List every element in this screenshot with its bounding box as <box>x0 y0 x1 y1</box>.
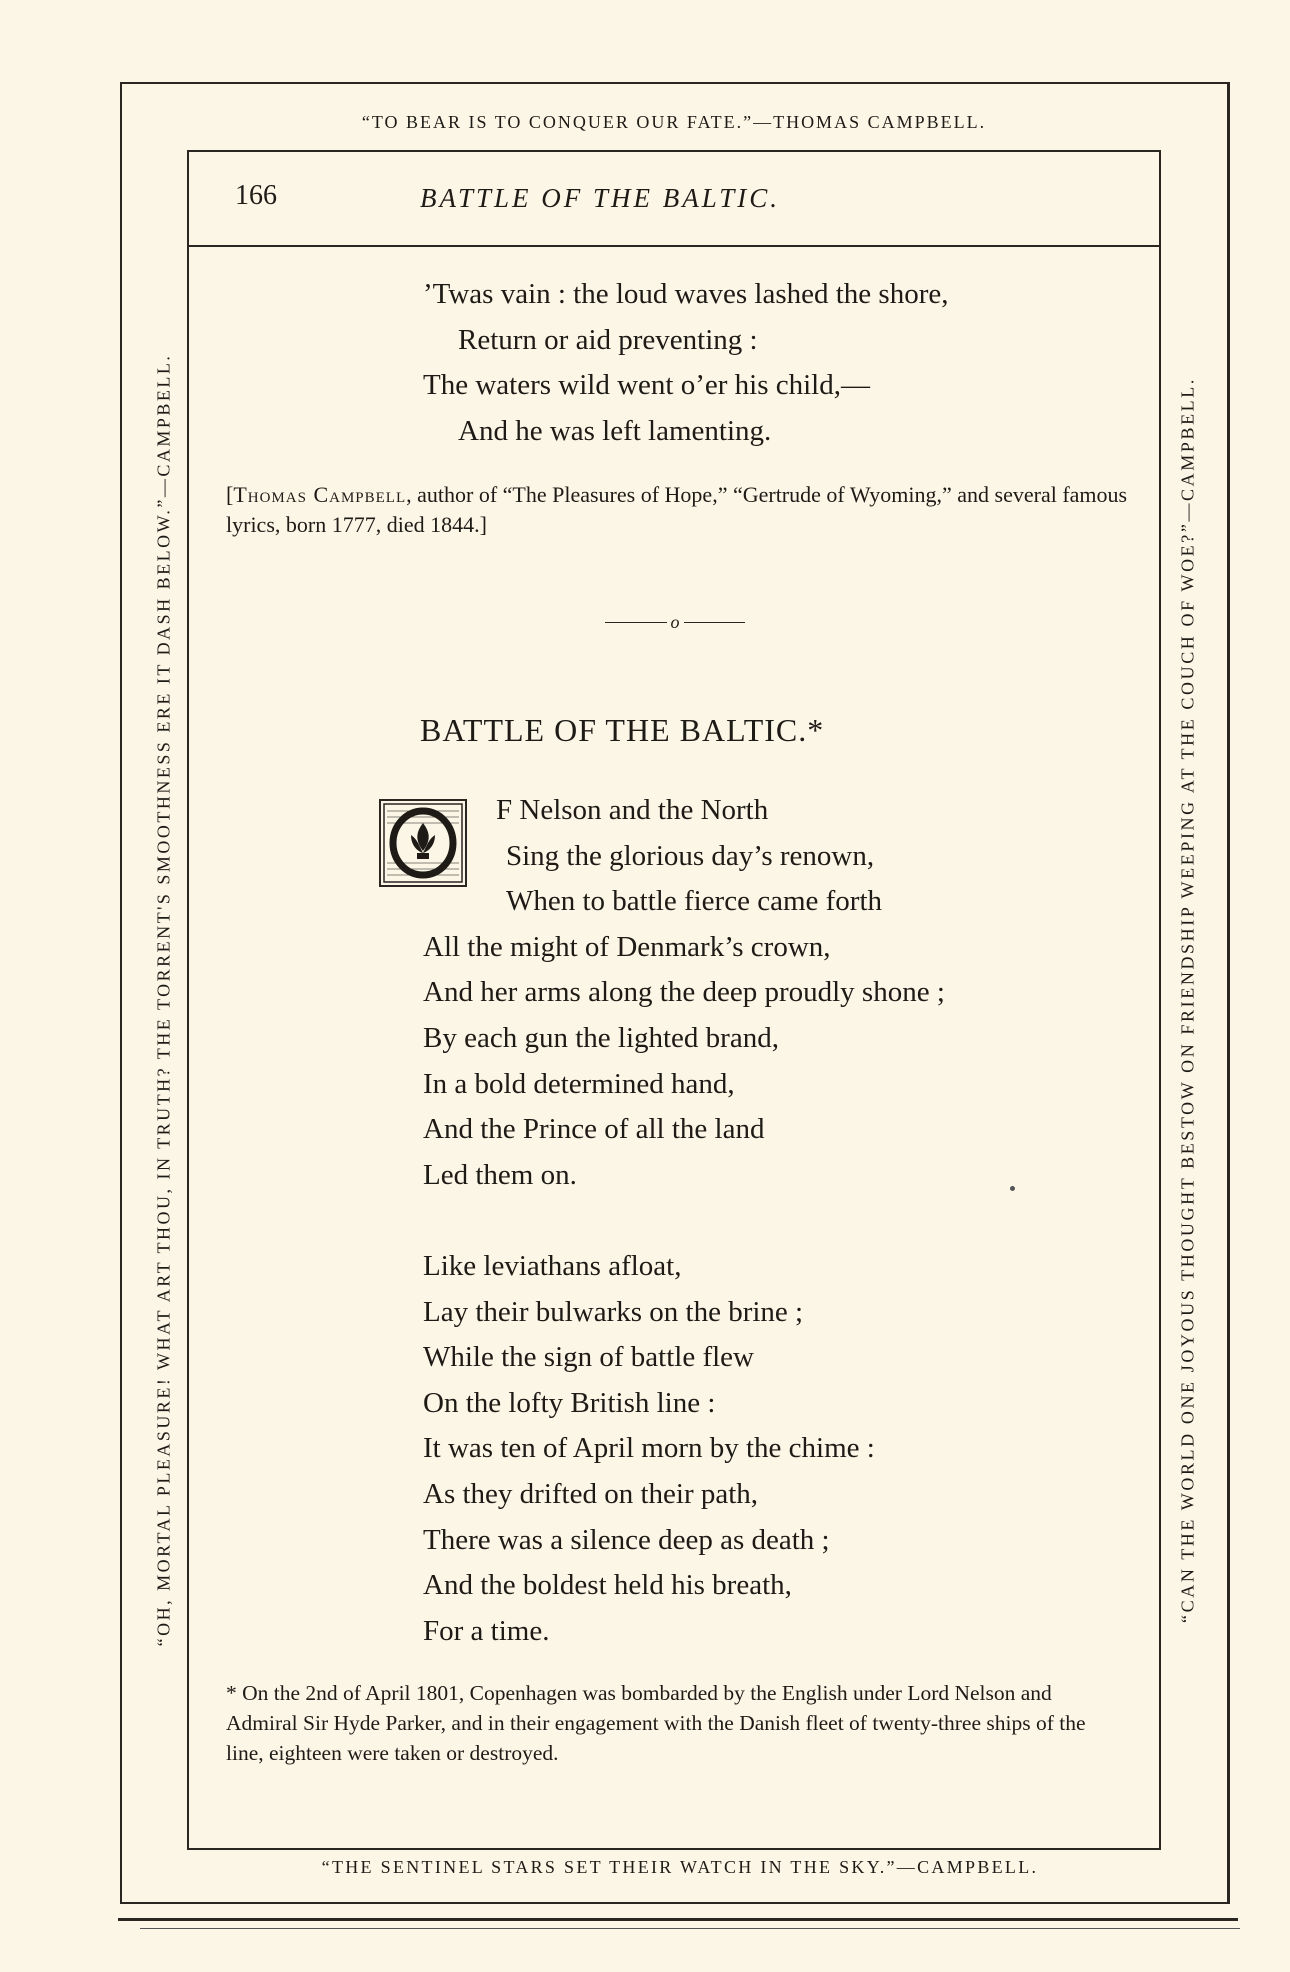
verse-line: In a bold determined hand, <box>423 1067 735 1100</box>
margin-quote-left: “OH, MORTAL PLEASURE! WHAT ART THOU, IN TRUTH? THE TORRENT'S SMOOTHNESS ERE IT DASH BELOW.”—CAMPBELL. <box>153 353 174 1647</box>
bio-open-bracket: [ <box>226 482 234 507</box>
verse-line: Like leviathans afloat, <box>423 1250 682 1282</box>
outer-base-rule-thin <box>140 1928 1240 1929</box>
poem-stanza-1 <box>423 788 945 1198</box>
header-rule <box>187 245 1161 247</box>
bio-text: , author of “The Pleasures of Hope,” “Gertrude of Wyoming,” and several famous lyrics, born 1777, died 1844.] <box>226 482 1128 537</box>
verse-line: All the might of Denmark’s crown, <box>423 930 831 963</box>
page-number: 166 <box>235 180 277 211</box>
margin-quote-bottom: “THE SENTINEL STARS SET THEIR WATCH IN THE SKY.”—CAMPBELL. <box>321 1857 1039 1877</box>
previous-poem-ending <box>423 272 948 454</box>
outer-base-rule <box>118 1918 1238 1921</box>
divider-line-right <box>684 622 746 624</box>
verse-line: There was a silence deep as death ; <box>423 1523 830 1556</box>
verse-line: The waters wild went o’er his child,— <box>423 369 870 402</box>
bio-author-name: Thomas Campbell <box>233 482 407 507</box>
verse-line: And he was left lamenting. <box>458 414 772 447</box>
verse-line: And her arms along the deep proudly shone ; <box>423 976 945 1009</box>
divider-line-left <box>605 622 667 624</box>
poem-title: BATTLE OF THE BALTIC.* <box>420 712 825 748</box>
print-speck <box>1010 1186 1015 1191</box>
verse-line: Led them on. <box>423 1158 577 1191</box>
verse-line: Lay their bulwarks on the brine ; <box>423 1295 804 1328</box>
verse-line: On the lofty British line : <box>423 1386 716 1419</box>
verse-line: When to battle fierce came forth <box>506 885 882 918</box>
verse-line: And the Prince of all the land <box>423 1113 765 1146</box>
divider-mark: o <box>670 612 680 632</box>
section-divider <box>605 612 745 633</box>
verse-line: Return or aid preventing : <box>458 323 758 356</box>
author-bio-note <box>226 480 1132 540</box>
verse-line: For a time. <box>423 1614 550 1647</box>
margin-quote-top: “TO BEAR IS TO CONQUER OUR FATE.”—THOMAS CAMPBELL. <box>361 112 987 132</box>
poem-stanza-2 <box>423 1244 875 1654</box>
footnote: * On the 2nd of April 1801, Copenhagen was bombarded by the English under Lord Nelson and Admiral Sir Hyde Parker, and in their engagement with the Danish fleet of twenty-three ships of the line, eighteen were taken or destroyed. <box>226 1681 1086 1765</box>
verse-line: By each gun the lighted brand, <box>423 1021 779 1054</box>
verse-line: ’Twas vain : the loud waves lashed the shore, <box>423 278 949 310</box>
verse-line: While the sign of battle flew <box>423 1341 754 1374</box>
running-title: BATTLE OF THE BALTIC. <box>420 183 780 213</box>
drop-cap-letter: O <box>381 801 382 802</box>
margin-quote-right: “CAN THE WORLD ONE JOYOUS THOUGHT BESTOW ON FRIENDSHIP WEEPING AT THE COUCH OF WOE?”—CAMPBELL. <box>1177 377 1198 1623</box>
verse-line: As they drifted on their path, <box>423 1477 759 1510</box>
verse-line: And the boldest held his breath, <box>423 1569 792 1602</box>
verse-line: Sing the glorious day’s renown, <box>506 839 875 872</box>
verse-line: F Nelson and the North <box>496 794 769 826</box>
verse-line: It was ten of April morn by the chime : <box>423 1432 875 1465</box>
